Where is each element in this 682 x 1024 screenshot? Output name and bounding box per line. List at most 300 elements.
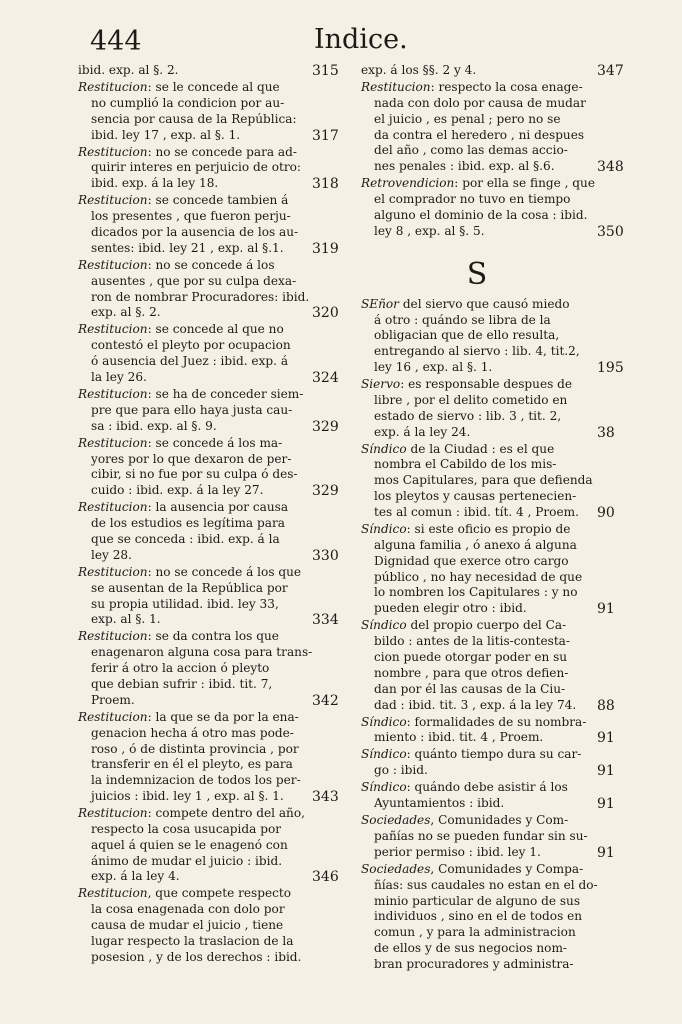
entry-text: : se ha de conceder siem-: [147, 387, 304, 401]
entry-text: quirir interes en perjuicio de otro:: [91, 160, 301, 175]
entry-heading: Restitucion: [78, 629, 148, 644]
entry-text: nombra el Cabildo de los mis-: [374, 457, 557, 472]
entry-line: [78, 225, 346, 241]
entry-text: su propia utilidad. ibid. ley 33,: [91, 596, 279, 611]
entry-text: enagenaron alguna cosa para trans-: [91, 645, 313, 660]
entry-text: tes al comun : ibid. tít. 4 , Proem.: [374, 505, 579, 519]
entry-text: miento : ibid. tit. 4 , Proem.: [374, 730, 544, 745]
entry-line: [361, 796, 629, 812]
entry-line: [78, 63, 346, 79]
entry-line: [78, 693, 346, 709]
entry-text: ausentes , que por su culpa dexa-: [91, 273, 297, 288]
entry-line: [78, 645, 346, 661]
entry-text: : la ausencia por causa: [147, 500, 289, 515]
entry-text: minio particular de alguno de sus: [374, 893, 581, 908]
entry-heading: Síndico: [361, 441, 407, 456]
entry-line: [361, 80, 629, 96]
entry-text: : es responsable despues de: [400, 377, 573, 392]
entry-text: : se concede al que no: [147, 322, 284, 337]
right-column-upper: [361, 63, 629, 240]
entry-line: [78, 934, 346, 950]
entry-text: exp. á la ley 4.: [91, 869, 180, 884]
entry-heading: Siervo: [361, 377, 401, 392]
index-entry: [78, 322, 346, 385]
index-entry: [78, 80, 346, 143]
entry-text: , Comunidades y Compa-: [430, 861, 584, 876]
entry-line: [361, 328, 629, 344]
entry-text: sencia por causa de la República:: [91, 111, 297, 126]
entry-line: [361, 297, 629, 313]
entry-line: [78, 80, 346, 96]
entry-line: [361, 393, 629, 409]
entry-line: [78, 710, 346, 726]
index-entry: [361, 780, 629, 812]
page-reference: 91: [597, 844, 615, 861]
entry-line: [361, 941, 629, 957]
entry-heading: Sociedades: [361, 861, 431, 876]
index-entry: [78, 565, 346, 628]
entry-line: [361, 192, 629, 208]
entry-line: [361, 698, 629, 714]
entry-text: ibid. exp. á la ley 18.: [91, 176, 219, 191]
entry-line: [361, 143, 629, 159]
entry-text: el comprador no tuvo en tiempo: [374, 192, 571, 207]
entry-heading: Restitucion: [78, 435, 148, 450]
index-entry: [361, 715, 629, 747]
entry-line: [361, 489, 629, 505]
entry-text: : no se concede para ad-: [147, 144, 297, 159]
entry-heading: Restitucion: [78, 193, 148, 208]
entry-line: [78, 452, 346, 468]
entry-line: [78, 532, 346, 548]
entry-heading: Restitucion: [78, 806, 148, 821]
entry-line: [361, 522, 629, 538]
entry-text: Ayuntamientos : ibid.: [374, 796, 505, 811]
entry-line: [78, 773, 346, 789]
entry-line: [78, 789, 346, 805]
entry-text: nombre , para que otros defien-: [374, 665, 569, 680]
page-reference: 329: [312, 483, 339, 500]
page-reference: 91: [597, 601, 615, 618]
left-column: [78, 63, 346, 967]
entry-line: [78, 209, 346, 225]
entry-line: [78, 629, 346, 645]
entry-text: ibid. ley 17 , exp. al §. 1.: [91, 127, 241, 142]
entry-line: [361, 715, 629, 731]
page-reference: 347: [597, 63, 624, 79]
index-entry: [361, 747, 629, 779]
entry-text: , que compete respecto: [147, 886, 292, 901]
entry-heading: Restitucion: [78, 564, 148, 579]
entry-line: [361, 313, 629, 329]
index-entry: [361, 377, 629, 440]
index-entry: [361, 176, 629, 239]
entry-line: [78, 854, 346, 870]
entry-line: [78, 886, 346, 902]
entry-text: Proem.: [91, 692, 135, 707]
entry-line: [361, 128, 629, 144]
entry-line: [78, 436, 346, 452]
entry-line: [361, 730, 629, 746]
entry-text: cibir, si no fue por su culpa ó des-: [91, 467, 298, 482]
entry-text: entregando al siervo : lib. 4, tit.2,: [374, 344, 580, 359]
index-entry: [78, 710, 346, 805]
entry-text: de ellos y de sus negocios nom-: [374, 941, 567, 956]
entry-text: : compete dentro del año,: [147, 806, 305, 821]
entry-text: : respecto la cosa enage-: [430, 80, 583, 95]
entry-text: á otro : quándo se libra de la: [374, 312, 551, 327]
entry-text: respecto la cosa usucapida por: [91, 821, 282, 836]
entry-line: [361, 377, 629, 393]
entry-line: [361, 538, 629, 554]
entry-text: exp. al §. 1.: [91, 612, 161, 627]
page-title: Indice.: [314, 24, 408, 55]
entry-line: [78, 338, 346, 354]
page-reference: 315: [312, 63, 339, 79]
entry-text: del año , como las demas accio-: [374, 143, 568, 158]
entry-text: Dignidad que exerce otro cargo: [374, 553, 569, 568]
entry-text: go : ibid.: [374, 763, 428, 778]
entry-text: ley 16 , exp. al §. 1.: [374, 360, 493, 375]
entry-line: [78, 869, 346, 885]
entry-text: lugar respecto la traslacion de la: [91, 934, 294, 948]
entry-text: dan por él las causas de la Ciu-: [374, 681, 566, 696]
entry-line: [361, 425, 629, 441]
entry-line: [361, 360, 629, 376]
entry-text: : se concede tambien á: [147, 193, 289, 208]
entry-line: [361, 829, 629, 845]
page-number: 444: [90, 26, 142, 57]
entry-text: yores por lo que dexaron de per-: [91, 451, 292, 466]
entry-text: exp. á la ley 24.: [374, 424, 471, 439]
index-entry: [78, 886, 346, 965]
entry-line: [361, 176, 629, 192]
entry-line: [78, 838, 346, 854]
entry-text: de la Ciudad : es el que: [406, 441, 555, 456]
entry-text: posesion , y de los derechos : ibid.: [91, 949, 302, 964]
entry-heading: Restitucion: [78, 387, 148, 401]
index-entry: [361, 618, 629, 713]
entry-text: el juicio , es penal ; pero no se: [374, 111, 561, 126]
entry-text: : se concede á los ma-: [147, 435, 283, 450]
entry-heading: Síndico: [361, 714, 407, 729]
entry-text: transferir en él el pleyto, es para: [91, 757, 293, 772]
index-entry: [78, 387, 346, 435]
entry-line: [361, 618, 629, 634]
entry-text: estado de siervo : lib. 3 , tit. 2,: [374, 408, 562, 423]
entry-line: [361, 909, 629, 925]
entry-line: [78, 661, 346, 677]
page-reference: 38: [597, 424, 615, 441]
page-reference: 346: [312, 869, 339, 886]
entry-heading: Restitucion: [78, 257, 148, 272]
entry-line: [78, 500, 346, 516]
entry-line: [78, 726, 346, 742]
entry-text: : quándo debe asistir á los: [406, 780, 568, 795]
entry-text: bildo : antes de la litis-contesta-: [374, 634, 570, 649]
entry-text: causa de mudar el juicio , tiene: [91, 918, 284, 933]
entry-line: [361, 224, 629, 240]
entry-text: ñías: sus caudales no estan en el do-: [374, 877, 598, 892]
page-reference: 319: [312, 240, 339, 257]
entry-line: [78, 258, 346, 274]
entry-text: : no se concede á los que: [147, 564, 302, 579]
entry-heading: Síndico: [361, 522, 407, 537]
entry-text: : por ella se finge , que: [454, 176, 595, 191]
page-header: [0, 26, 682, 66]
entry-line: [361, 112, 629, 128]
index-entry: [78, 258, 346, 321]
index-entry: [361, 813, 629, 861]
index-entry: [78, 145, 346, 193]
entry-line: [78, 176, 346, 192]
entry-line: [78, 467, 346, 483]
entry-heading: Retrovendicion: [361, 176, 455, 191]
entry-text: : se da contra los que: [147, 629, 279, 644]
index-entry: [361, 862, 629, 973]
entry-heading: Síndico: [361, 780, 407, 795]
entry-heading: Restitucion: [78, 500, 148, 515]
entry-text: dad : ibid. tit. 3 , exp. á la ley 74.: [374, 697, 577, 712]
page-reference: 350: [597, 223, 624, 240]
entry-text: pañías no se pueden fundar sin su-: [374, 829, 588, 843]
entry-line: [361, 344, 629, 360]
page-reference: 324: [312, 369, 339, 386]
page-reference: 318: [312, 176, 339, 193]
entry-line: [78, 822, 346, 838]
page-reference: 317: [312, 127, 339, 144]
entry-text: cuido : ibid. exp. á la ley 27.: [91, 483, 264, 498]
entry-line: [78, 742, 346, 758]
page-reference: 88: [597, 697, 615, 714]
entry-line: [78, 806, 346, 822]
entry-text: pre que para ello haya justa cau-: [91, 402, 293, 417]
index-entry: [78, 629, 346, 708]
page-reference: 195: [597, 360, 624, 377]
entry-line: [361, 473, 629, 489]
entry-text: : se le concede al que: [147, 80, 280, 95]
entry-line: [78, 241, 346, 257]
page-reference: 342: [312, 692, 339, 709]
entry-text: : quánto tiempo dura su car-: [406, 747, 582, 762]
entry-line: [361, 878, 629, 894]
entry-text: sentes: ibid. ley 21 , exp. al §.1.: [91, 240, 284, 255]
entry-text: nes penales : ibid. exp. al §.6.: [374, 159, 555, 174]
entry-line: [78, 565, 346, 581]
entry-line: [78, 950, 346, 966]
page-reference: 343: [312, 789, 339, 806]
entry-line: [361, 845, 629, 861]
entry-line: [78, 193, 346, 209]
entry-text: no cumplió la condicion por au-: [91, 95, 285, 110]
entry-line: [78, 403, 346, 419]
entry-text: nada con dolo por causa de mudar: [374, 95, 586, 110]
entry-text: que se conceda : ibid. exp. á la: [91, 531, 280, 546]
entry-line: [78, 305, 346, 321]
entry-text: del propio cuerpo del Ca-: [406, 618, 567, 633]
entry-text: la ley 26.: [91, 369, 147, 384]
entry-line: [361, 570, 629, 586]
entry-line: [78, 516, 346, 532]
entry-heading: Restitucion: [361, 80, 431, 95]
entry-text: mos Capitulares, para que defienda: [374, 473, 593, 488]
entry-text: ley 28.: [91, 547, 132, 562]
entry-line: [361, 159, 629, 175]
entry-line: [78, 96, 346, 112]
entry-line: [361, 601, 629, 617]
entry-line: [361, 780, 629, 796]
entry-text: da contra el heredero , ni despues: [374, 127, 585, 142]
entry-line: [361, 208, 629, 224]
entry-line: [361, 457, 629, 473]
index-entry: [361, 522, 629, 617]
entry-heading: Síndico: [361, 618, 407, 633]
entry-line: [78, 902, 346, 918]
section-letter: S: [466, 256, 488, 292]
entry-line: [78, 387, 346, 403]
entry-text: ánimo de mudar el juicio : ibid.: [91, 853, 283, 868]
entry-text: la cosa enagenada con dolo por: [91, 902, 285, 917]
entry-line: [361, 957, 629, 973]
entry-line: [78, 145, 346, 161]
entry-text: bran procuradores y administra-: [374, 956, 574, 971]
entry-line: [78, 370, 346, 386]
entry-text: ron de nombrar Procuradores: ibid.: [91, 289, 310, 304]
entry-heading: Restitucion: [78, 709, 148, 724]
entry-text: alguna familia , ó anexo á alguna: [374, 537, 577, 552]
entry-text: ibid. exp. al §. 2.: [78, 63, 179, 77]
index-entry: [361, 442, 629, 521]
index-entry: [361, 297, 629, 376]
entry-line: [361, 862, 629, 878]
page-reference: 91: [597, 796, 615, 813]
page-reference: 330: [312, 547, 339, 564]
entry-line: [78, 918, 346, 934]
entry-line: [361, 554, 629, 570]
entry-line: [361, 409, 629, 425]
entry-text: exp. al §. 2.: [91, 305, 161, 320]
entry-text: se ausentan de la República por: [91, 580, 288, 595]
entry-line: [78, 483, 346, 499]
entry-text: : si este oficio es propio de: [406, 522, 571, 537]
entry-line: [78, 677, 346, 693]
entry-line: [361, 96, 629, 112]
entry-text: perior permiso : ibid. ley 1.: [374, 844, 541, 859]
entry-text: genacion hecha á otro mas pode-: [91, 725, 294, 740]
page-reference: 90: [597, 505, 615, 522]
entry-heading: Restitucion: [78, 144, 148, 159]
right-column: [361, 63, 629, 974]
entry-heading: SEñor: [361, 296, 399, 311]
page-reference: 334: [312, 612, 339, 629]
entry-text: : la que se da por la ena-: [147, 709, 299, 724]
entry-text: comun , y para la administracion: [374, 925, 576, 940]
page-reference: 329: [312, 418, 339, 435]
page-reference: 91: [597, 730, 615, 747]
entry-line: [361, 666, 629, 682]
entry-text: , Comunidades y Com-: [430, 813, 569, 828]
entry-heading: Sociedades: [361, 813, 431, 828]
entry-text: ferir á otro la accion ó pleyto: [91, 661, 270, 676]
entry-text: público , no hay necesidad de que: [374, 569, 583, 584]
entry-line: [78, 112, 346, 128]
entry-text: la indemnizacion de todos los per-: [91, 773, 301, 788]
entry-line: [361, 813, 629, 829]
entry-text: : formalidades de su nombra-: [406, 714, 587, 729]
index-entry: [78, 63, 346, 79]
entry-text: obligacian que de ello resulta,: [374, 328, 560, 343]
entry-heading: Síndico: [361, 747, 407, 762]
page-reference: 320: [312, 305, 339, 322]
entry-text: del siervo que causó miedo: [398, 296, 570, 311]
entry-line: [78, 612, 346, 628]
entry-line: [361, 442, 629, 458]
entry-text: dicados por la ausencia de los au-: [91, 225, 299, 239]
entry-line: [361, 63, 629, 79]
entry-text: contestó el pleyto por ocupacion: [91, 338, 291, 353]
entry-line: [361, 585, 629, 601]
entry-line: [78, 597, 346, 613]
index-entry: [361, 80, 629, 175]
entry-text: cion puede otorgar poder en su: [374, 649, 568, 664]
entry-line: [361, 634, 629, 650]
index-entry: [78, 806, 346, 885]
entry-line: [78, 354, 346, 370]
right-column-lower: [361, 297, 629, 973]
entry-text: lo nombren los Capitulares : y no: [374, 585, 578, 600]
entry-text: ley 8 , exp. al §. 5.: [374, 223, 485, 238]
entry-text: de los estudios es legítima para: [91, 516, 285, 531]
entry-heading: Restitucion: [78, 886, 148, 901]
entry-text: : no se concede á los: [147, 257, 275, 272]
entry-line: [361, 763, 629, 779]
index-entry: [361, 63, 629, 79]
entry-line: [78, 757, 346, 773]
entry-line: [78, 419, 346, 435]
entry-text: aquel á quien se le enagenó con: [91, 837, 288, 852]
entry-line: [78, 128, 346, 144]
entry-text: que debian sufrir : ibid. tit. 7,: [91, 676, 273, 691]
entry-line: [361, 894, 629, 910]
entry-text: juicios : ibid. ley 1 , exp. al §. 1.: [91, 789, 284, 804]
entry-line: [361, 650, 629, 666]
entry-line: [78, 160, 346, 176]
entry-heading: Restitucion: [78, 80, 148, 95]
entry-line: [78, 581, 346, 597]
entry-line: [361, 505, 629, 521]
index-entry: [78, 193, 346, 256]
index-entry: [78, 500, 346, 563]
entry-line: [361, 747, 629, 763]
entry-heading: Restitucion: [78, 322, 148, 337]
entry-text: los pleytos y causas pertenecien-: [374, 489, 577, 504]
entry-text: individuos , sino en el de todos en: [374, 909, 583, 924]
index-entry: [78, 436, 346, 499]
entry-text: pueden elegir otro : ibid.: [374, 601, 527, 616]
entry-line: [78, 290, 346, 306]
entry-text: ó ausencia del Juez : ibid. exp. á: [91, 354, 289, 369]
entry-text: los presentes , que fueron perju-: [91, 209, 291, 224]
entry-text: exp. á los §§. 2 y 4.: [361, 63, 477, 77]
entry-text: roso , ó de distinta provincia , por: [91, 741, 299, 756]
entry-line: [78, 274, 346, 290]
entry-text: libre , por el delito cometido en: [374, 392, 568, 407]
page-reference: 91: [597, 763, 615, 780]
entry-text: sa : ibid. exp. al §. 9.: [91, 418, 217, 433]
entry-line: [361, 925, 629, 941]
entry-line: [78, 322, 346, 338]
page-reference: 348: [597, 159, 624, 176]
